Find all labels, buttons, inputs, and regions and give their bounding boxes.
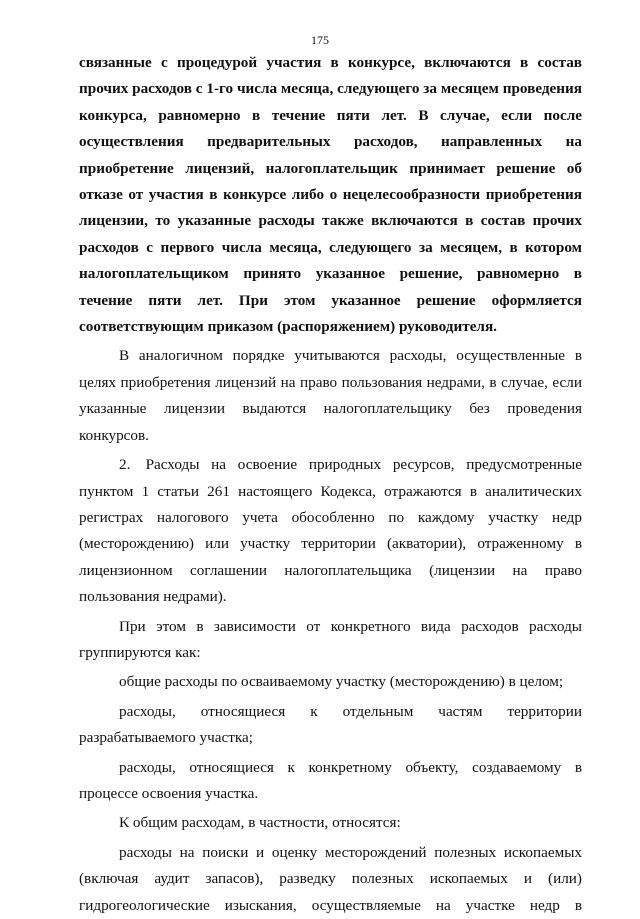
page-number: 175: [311, 33, 329, 47]
paragraph-exploration-expenses: расходы на поиски и оценку месторождений полезных ископаемых (включая аудит запасов), разведку полезных ископаемых и (или) гидрогеологические изыскания, осуществляемые на участке недр в: [79, 843, 582, 914]
paragraph-continuation: связанные с процедурой участия в конкурсе, включаются в состав прочих расходов с 1-го числа месяца, следующего за месяцем проведения конкурса, равномерно в течение пяти лет. В случае, если после осуществления предварительных расходов, направленных на приобретение лицензий, налогоплательщик принимает решение об отказе от участия в конкурсе либо о нецелесообразности приобретения лицензии, то указанные расходы также включаются в состав прочих расходов с первого числа месяца, следующего за месяцем, в котором налогоплательщиком принято указанное решение, равномерно в течение пяти лет. При этом указанное решение оформляется соответствующим приказом (распоряжением) руководителя.: [79, 54, 582, 336]
paragraph-licenses-without-contest: В аналогичном порядке учитываются расходы, осуществленные в целях приобретения лицензий на право пользования недрами, в случае, если указанные лицензии выдаются налогоплательщику без проведения конкурсов.: [79, 347, 582, 444]
paragraph-grouping-intro: При этом в зависимости от конкретного вида расходов расходы группируются как:: [79, 617, 582, 661]
list-item-object-expenses: расходы, относящиеся к конкретному объекту, создаваемому в процессе освоения участка.: [79, 758, 582, 802]
list-item-general-expenses: общие расходы по осваиваемому участку (месторождению) в целом;: [119, 673, 564, 691]
paragraph-item-2: 2. Расходы на освоение природных ресурсов, предусмотренные пунктом 1 статьи 261 настоящего Кодекса, отражаются в аналитических регистрах налогового учета обособленно по каждому участку недр (месторождению) или участку территории (акватории), отраженному в лицензионном соглашении налогоплательщика (лицензии на право пользования недрами).: [79, 456, 582, 606]
list-item-territory-expenses: расходы, относящиеся к отдельным частям территории разрабатываемого участка;: [79, 702, 582, 747]
paragraph-general-expenses-heading: К общим расходам, в частности, относятся:: [119, 814, 401, 832]
body-text: [79, 50, 582, 919]
